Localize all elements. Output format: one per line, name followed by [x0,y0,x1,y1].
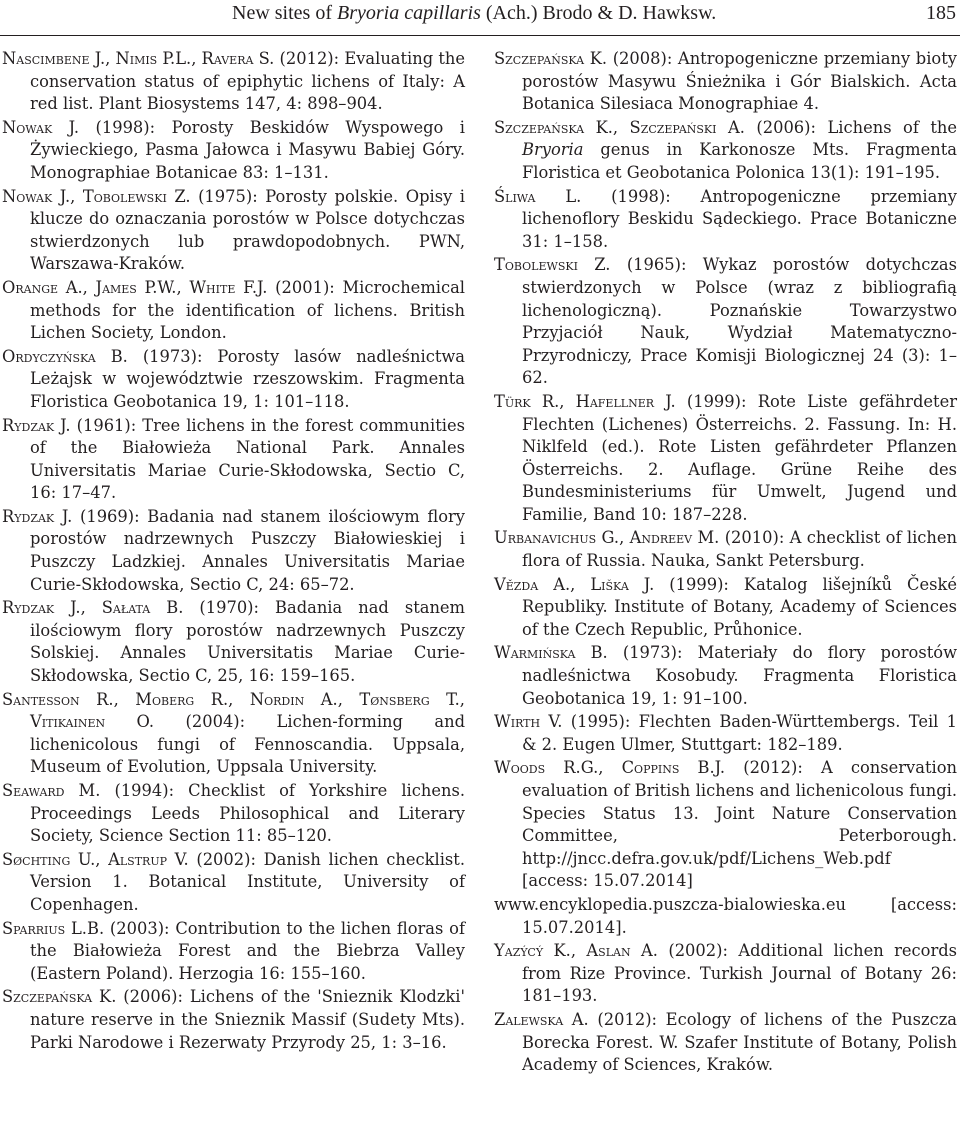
reference-text: (2012): Ecology of lichens of the Puszcza Borecka Forest. W. Szafer Institute of Botany, Polish Academy of Sciences, Kraków. [522,1009,957,1075]
reference-authors: Ordyczyńska B. [2,346,128,366]
reference-authors: Orange A., James P.W., White F.J. [2,277,268,297]
reference-italic-taxon: Bryoria [522,140,584,160]
reference-text: www.encyklopedia.puszcza-bialowieska.eu [access: 15.07.2014]. [494,894,957,937]
reference-authors: Rydzak J. [2,415,71,435]
reference-text: (1994): Checklist of Yorkshire lichens. Proceedings Leeds Philosophical and Literary Society, Science Section 11: 85–120. [30,781,465,846]
reference-text: (2004): Lichen-forming and lichenicolous fungi of Fennoscandia. Uppsala, Museum of Evolution, Uppsala University. [30,712,465,777]
reference-text: (2008): Antropogeniczne przemiany bioty porostów Masywu Śnieżnika i Gór Bialskich. Acta Botanica Silesiaca Monographiae 4. [522,49,957,114]
reference-authors: Urbanavichus G., Andreev M. [494,528,720,548]
reference-authors: Woods R.G., Coppins B.J. [494,758,726,778]
reference-entry [2,780,465,848]
reference-authors: Türk R., Hafellner J. [494,391,676,411]
reference-entry [494,117,957,185]
reference-authors: Nowak J. [2,117,80,137]
reference-entry [494,940,957,1008]
reference-authors: Sparrius L.B. [2,918,105,938]
reference-entry [2,48,465,116]
reference-authors: Tobolewski Z. [494,255,611,275]
reference-text: (1998): Porosty Beskidów Wyspowego i Żywieckiego, Pasma Jałowca i Masywu Babiej Góry. Monographiae Botanicae 83: 1–131. [30,117,466,182]
reference-entry [2,986,465,1054]
reference-text: (1970): Badania nad stanem ilościowym flory porostów nadrzewnych Puszczy Solskiej. Annales Universitatis Mariae Curie-Skłodowska, Sectio C, 25, 16: 159–165. [30,598,465,686]
reference-authors: Nowak J., Tobolewski Z. [2,186,191,206]
reference-text: (1999): Rote Liste gefährdeter Flechten (Lichenes) Österreichs. 2. Fassung. In: H. Niklfeld (ed.). Rote Listen gefährdeter Pflanzen Österreichs. 2. Auflage. Grüne Reihe des Bundesministeriums für Umwelt, Jugend und Familie, Band 10: 187–228. [522,391,957,524]
reference-text: (2001): Microchemical methods for the identification of lichens. British Lichen Society, London. [30,277,465,343]
reference-text: (1998): Antropogeniczne przemiany lichenoflory Beskidu Sądeckiego. Prace Botaniczne 31: 1–158. [522,186,957,251]
reference-authors: Vězda A., Liška J. [494,574,655,594]
reference-entry [494,1009,957,1077]
reference-text: (1999): Katalog lišejníků České Republiky. Institute of Botany, Academy of Sciences of the Czech Republic, Průhonice. [522,574,957,639]
reference-authors: Rydzak J. [2,506,73,526]
running-header [0,0,960,36]
reference-entry [2,277,465,345]
species-name: Bryoria capillaris [336,2,481,24]
references-right-column [494,48,957,1078]
reference-text: (1965): Wykaz porostów dotychczas stwierdzonych w Polsce (wraz z bibliografią lichenologiczną). Poznańskie Towarzystwo Przyjaciół Nauk, Wydział Matematyczno-Przyrodniczy, Prace Komisji Biologicznej 24 (3): 1–62. [522,255,957,388]
references-left-column [2,48,465,1055]
reference-authors: Zalewska A. [494,1009,589,1029]
reference-entry [494,527,957,572]
reference-authors: Rydzak J., Sałata B. [2,598,184,618]
reference-entry [2,597,465,687]
reference-text: (2012): Evaluating the conservation status of epiphytic lichens of Italy: A red list. Plant Biosystems 147, 4: 898–904. [30,49,466,114]
reference-text: (1975): Porosty polskie. Opisy i klucze do oznaczania porostów w Polsce dotychczas stwierdzonych lub prawdopodobnych. PWN, Warszawa-Kraków. [30,186,466,274]
reference-entry [494,186,957,254]
reference-entry [2,918,465,986]
reference-authors: Warmińska B. [494,643,608,663]
reference-text: (2012): A conservation evaluation of British lichens and lichenicolous fungi. Species Status 13. Joint Nature Conservation Committee, Peterborough. http://jncc.defra.gov.uk/pdf/Lichens_Web.pdf [access: 15.07.2014] [522,758,957,891]
reference-authors: Santesson R., Moberg R., Nordin A., Tønsberg T., Vitikainen O. [2,689,465,732]
reference-entry [2,186,465,276]
reference-authors: Seaward M. [2,781,101,800]
reference-text: (2003): Contribution to the lichen floras of the Białowieża Forest and the Biebrza Valley (Eastern Poland). Herzogia 16: 155–160. [30,918,465,983]
reference-entry [494,391,957,527]
reference-entry [494,254,957,390]
reference-entry [494,894,957,939]
reference-text: (2010): A checklist of lichen flora of Russia. Nauka, Sankt Petersburg. [522,528,958,571]
reference-entry [494,574,957,642]
reference-text: (2002): Additional lichen records from Rize Province. Turkish Journal of Botany 26: 181–193. [522,941,957,1006]
reference-text: (1973): Materiały do flory porostów nadleśnictwa Kosobudy. Fragmenta Floristica Geobotanica 19, 1: 91–100. [522,643,957,708]
reference-text: (2006): Lichens of the 'Snieznik Klodzki' nature reserve in the Snieznik Massif (Sudety Mts). Parki Narodowe i Rezerwaty Przyrody 25, 1: 3–16. [30,987,465,1052]
reference-text: (1973): Porosty lasów nadleśnictwa Leżajsk w województwie rzeszowskim. Fragmenta Floristica Geobotanica 19, 1: 101–118. [30,346,466,411]
reference-entry [2,506,465,596]
reference-authors: Szczepańska K. [2,987,117,1007]
reference-entry [2,415,465,505]
reference-entry [494,711,957,756]
reference-text: (1969): Badania nad stanem ilościowym flory porostów nadrzewnych Puszczy Białowieskiej i Puszczy Ladzkiej. Annales Universitatis Mariae Curie-Skłodowska, Sectio C, 24: 65–72. [30,506,465,594]
reference-authors: Yazýcý K., Aslan A. [494,941,658,961]
header-rule [0,35,960,36]
reference-authors: Wirth V. [494,712,563,732]
reference-entry [2,689,465,779]
running-title: New sites of Bryoria capillaris (Ach.) Brodo & D. Hawksw. [232,2,717,24]
reference-authors: Søchting U., Alstrup V. [2,849,189,869]
reference-authors: Śliwa L. [494,186,582,206]
reference-text: genus in Karkonosze Mts. Fragmenta Floristica et Geobotanica Polonica 13(1): 191–195. [522,140,957,182]
reference-entry [2,346,465,414]
reference-entry [494,642,957,710]
reference-authors: Nascimbene J., Nimis P.L., Ravera S. [2,49,275,68]
page-number: 185 [926,2,956,24]
reference-text: (1961): Tree lichens in the forest communities of the Białowieża National Park. Annales Universitatis Mariae Curie-Skłodowska, Sectio C, 16: 17–47. [30,415,465,503]
reference-entry [2,849,465,917]
reference-text: (2006): Lichens of the [744,117,957,137]
reference-text: (1995): Flechten Baden-Württembergs. Teil 1 & 2. Eugen Ulmer, Stuttgart: 182–189. [522,712,958,754]
reference-authors: Szczepańska K. [494,49,608,68]
reference-entry [494,757,957,893]
reference-authors: Szczepańska K., Szczepański A. [494,117,745,137]
reference-entry [494,48,957,116]
reference-entry [2,117,465,185]
reference-text: (2002): Danish lichen checklist. Version 1. Botanical Institute, University of Copenhagen. [30,849,465,914]
